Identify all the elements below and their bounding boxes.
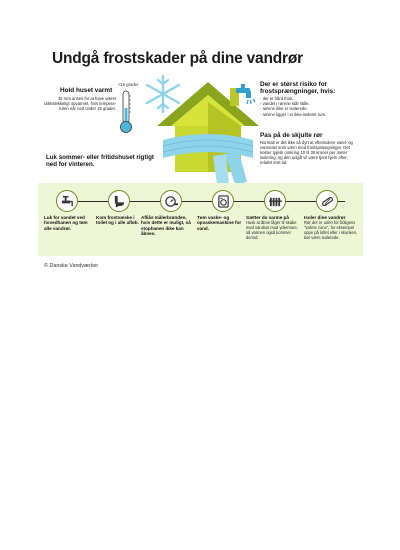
- step-5: [246, 215, 302, 240]
- radiator-icon: [264, 190, 286, 212]
- step-title: Isoler dine vandrør: [304, 215, 346, 220]
- risk-list: [260, 96, 360, 117]
- risk-item: - der er hård frost.: [260, 96, 360, 101]
- credit-text: © Danske Vandværker: [44, 263, 99, 269]
- toilet-icon: [108, 190, 130, 212]
- meter-icon: [160, 190, 182, 212]
- step-title: Sætter du varme på: [246, 215, 289, 220]
- step-4: [197, 215, 247, 231]
- thermometer-icon: [118, 90, 134, 135]
- infographic: [38, 40, 363, 256]
- summer-house-note: Luk sommer- eller fritidshuset rigtigt ned for vinteren.: [46, 154, 154, 169]
- valve-icon: [56, 190, 78, 212]
- step-title: Luk for vandet ved hovedhanen og tøm alle vandrør.: [44, 215, 88, 231]
- washing-machine-icon: [212, 190, 234, 212]
- thermometer-label: <15 grader: [118, 82, 139, 87]
- risk-item: - vandet i rørene står stille.: [260, 101, 360, 106]
- hold-warm-text: Et rum anses for at have været utilstrækkeligt opvarmet, hvis tempera-turen når ned under 15 grader.: [44, 96, 116, 111]
- step-title: Kom frostvæske i toilet og i alle afløb.: [96, 215, 139, 226]
- hidden-pipes-text: Normalt er det ikke så dyrt at efterisolere vand- og varmerør som værn mod frostsprængninger. Det koster typisk omkring 10 til 30 kroner per meter isolering, og den udgift vil være tjent hjem efter relativt kort tid.: [260, 140, 353, 165]
- risk-item: - rørene ligger i et ikke-isoleret rum.: [260, 112, 360, 117]
- hidden-pipes-title: Pas på de skjulte rør: [260, 132, 323, 139]
- step-body: Rør der er uden for boligens "varme zone", for eksempel oppe på loftet eller i skunken, bør være isolerede.: [304, 220, 358, 241]
- step-1: [44, 215, 94, 231]
- hold-warm-title: Hold huset varmt: [60, 87, 113, 94]
- page-title: Undgå frostskader på dine vandrør: [52, 50, 303, 67]
- step-6: [304, 215, 360, 240]
- step-body: Husk at åbne låger til skabe med vandrør mod ydermure, så varmen også kommer derind.: [246, 220, 298, 241]
- snowflake-icon: [147, 76, 179, 112]
- step-title: Tøm vaske- og opvaskemaskine for vand.: [197, 215, 242, 231]
- risk-item: - rørene ikke er isolerede.: [260, 106, 360, 111]
- step-3: [141, 215, 195, 237]
- pipe-insulation-icon: [316, 190, 338, 212]
- step-2: [96, 215, 146, 226]
- steps-connector-line: [56, 201, 345, 202]
- risk-title: Der er størst risiko for frostsprængninger, hvis:: [260, 81, 336, 96]
- water-tap-icon: [234, 82, 258, 106]
- step-title: Afliås målerbrønden, hvis dette er muligt, så stophanen ikke kan åbnes.: [141, 215, 191, 237]
